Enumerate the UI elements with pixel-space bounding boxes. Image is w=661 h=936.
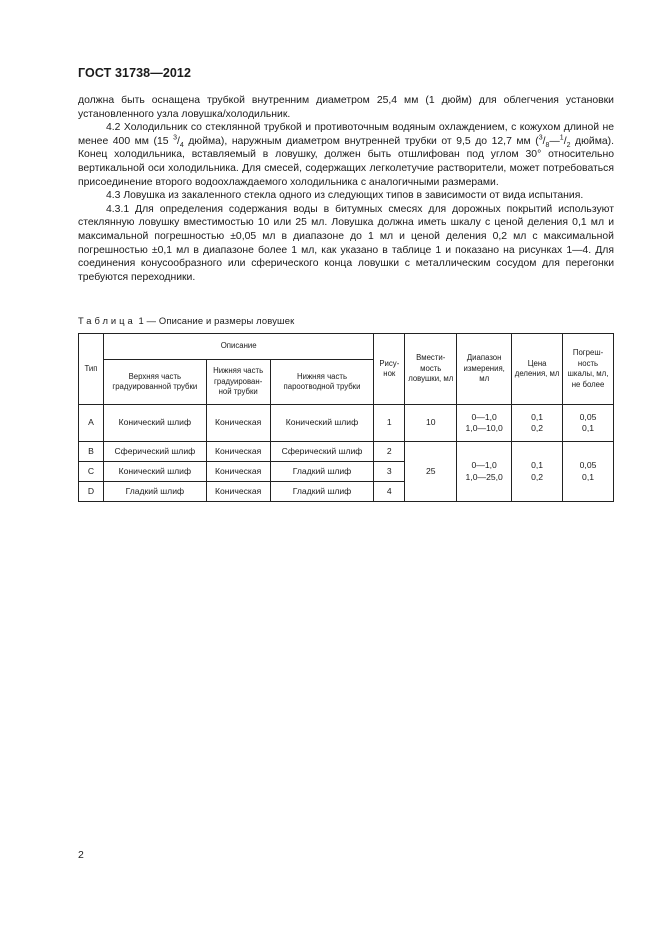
cell-figure: 4 — [374, 482, 405, 502]
error-line-1: 0,05 — [579, 460, 597, 470]
error-line-2: 0,1 — [582, 423, 594, 433]
cell-upper: Конический шлиф — [103, 405, 206, 442]
cell-capacity-group: 25 — [405, 442, 457, 502]
p42-part-b: дюйма), наружным диаметром внутренней трубки от 9,5 до 12,7 мм ( — [183, 135, 539, 147]
cell-range-group — [457, 442, 512, 502]
paragraph-4-3-1: 4.3.1 Для определения содержания воды в битумных смесях для дорожных покрытий используют стеклянную ловушку вместимостью 10 или 25 мл. Ловушка должна иметь шкалу с ценой деления 0,1 мл и максимальной погрешностью ±0,05 мл в диапазоне до 1 мл и ценой деления 0,2 мл с максимальной погрешностью ±0,1 мл в диапазоне более 1 мл, как указано в таблице 1 и показано на рисунках 1—4. Для соединения конусообразного или сферического конца ловушки с металлическим сосудом для перегонки требуются переходники. — [78, 203, 614, 283]
cell-vapor: Конический шлиф — [270, 405, 374, 442]
header-vapor-tube: Нижняя часть пароотводной трубки — [270, 360, 374, 405]
cell-vapor: Гладкий шлиф — [270, 462, 374, 482]
paragraph-4-2: 4.2 Холодильник со стеклянной трубкой и противоточным водяным охлаждением, с кожухом длиной не менее 400 мм (15 $^3/_4$ дюйма), наружным диаметром внутренней трубки от 9,5 до 12,7 мм ($^3/_8—^1/_2$ дюйма). Конец холодильника, вставляемый в ловушку, должен быть отшлифован под углом 30° относительно вертикальной оси холодильника. Для смесей, содержащих легколетучие растворители, может потребоваться присоединение второго водоохлаждаемого холодильника с аналогичными размерами. — [78, 122, 614, 188]
fraction-1-denominator: 4 — [179, 141, 184, 149]
table-caption-word: Таблица — [78, 315, 136, 326]
cell-upper: Сферический шлиф — [103, 442, 206, 462]
division-line-2: 0,2 — [531, 423, 544, 433]
header-lower-tube: Нижняя часть градуирован-ной трубки — [206, 360, 270, 405]
cell-division — [512, 405, 563, 442]
range-line-2: 1,0—25,0 — [465, 471, 503, 482]
fraction-2-numerator: 3 — [538, 134, 543, 142]
cell-type: B — [79, 442, 104, 462]
cell-figure: 3 — [374, 462, 405, 482]
header-range: Диапазон измерения, мл — [457, 334, 512, 405]
header-error: Погреш-ность шкалы, мл, не более — [563, 334, 614, 405]
page-number: 2 — [78, 849, 84, 861]
header-division: Цена деления, мл — [512, 334, 563, 405]
cell-figure: 2 — [374, 442, 405, 462]
cell-lower: Коническая — [206, 462, 270, 482]
division-line-1: 0,1 — [531, 411, 544, 422]
error-line-1: 0,05 — [579, 411, 597, 422]
table-row — [79, 405, 614, 442]
range-line-2: 1,0—10,0 — [465, 423, 503, 433]
cell-error — [563, 405, 614, 442]
division-line-2: 0,2 — [531, 471, 544, 482]
table-caption — [78, 315, 294, 326]
header-figure: Рису-нок — [374, 334, 405, 405]
range-line-1: 0—1,0 — [471, 411, 497, 422]
traps-table — [78, 333, 614, 502]
paragraph-continued-text: должна быть оснащена трубкой внутренним диаметром 25,4 мм (1 дюйм) для облегчения установки установленного узла ловушка/холодильник. — [78, 95, 614, 120]
cell-lower: Коническая — [206, 442, 270, 462]
paragraph-continued — [78, 94, 614, 121]
fraction-dash: — — [549, 135, 560, 147]
division-line-1: 0,1 — [531, 460, 544, 470]
table-caption-title: 1 — Описание и размеры ловушек — [135, 315, 295, 326]
cell-division-group — [512, 442, 563, 502]
fraction-3-denominator: 2 — [566, 141, 571, 149]
table-row — [79, 442, 614, 462]
fraction-1-numerator: 3 — [173, 134, 177, 142]
standard-header: ГОСТ 31738—2012 — [78, 66, 192, 80]
header-type: Тип — [79, 334, 104, 405]
cell-vapor: Гладкий шлиф — [270, 482, 374, 502]
table-header-row-1 — [79, 334, 614, 360]
cell-type: C — [79, 462, 104, 482]
cell-capacity: 10 — [405, 405, 457, 442]
cell-range — [457, 405, 512, 442]
body-text — [78, 94, 614, 284]
cell-type: D — [79, 482, 104, 502]
p42-part-c: дюйма). Конец холодильника, вставляемый в ловушку, должен быть отшлифован под углом 30° относительно вертикальной оси холодильника. Для смесей, содержащих легколетучие растворители, может потребоваться присоединение второго водоохлаждаемого холодильника с аналогичными размерами. — [78, 135, 614, 188]
error-line-2: 0,1 — [582, 471, 594, 482]
cell-vapor: Сферический шлиф — [270, 442, 374, 462]
cell-error-group — [563, 442, 614, 502]
cell-figure: 1 — [374, 405, 405, 442]
cell-type: A — [79, 405, 104, 442]
cell-lower: Коническая — [206, 482, 270, 502]
fraction-2-denominator: 8 — [545, 141, 550, 149]
paragraph-4-3: 4.3 Ловушка из закаленного стекла одного из следующих типов в зависимости от вида испытания. — [106, 190, 584, 202]
p42-part-a: 4.2 Холодильник со стеклянной трубкой и противоточным водяным охлаждением, с кожухом длиной не менее 400 мм (15 — [78, 122, 614, 147]
header-capacity: Вмести-мость ловушки, мл — [405, 334, 457, 405]
cell-upper: Гладкий шлиф — [103, 482, 206, 502]
cell-upper: Конический шлиф — [103, 462, 206, 482]
header-description: Описание — [103, 334, 373, 360]
fraction-3-numerator: 1 — [559, 134, 564, 142]
header-upper-tube: Верхняя часть градуированной трубки — [103, 360, 206, 405]
cell-lower: Коническая — [206, 405, 270, 442]
range-line-1: 0—1,0 — [471, 460, 497, 470]
